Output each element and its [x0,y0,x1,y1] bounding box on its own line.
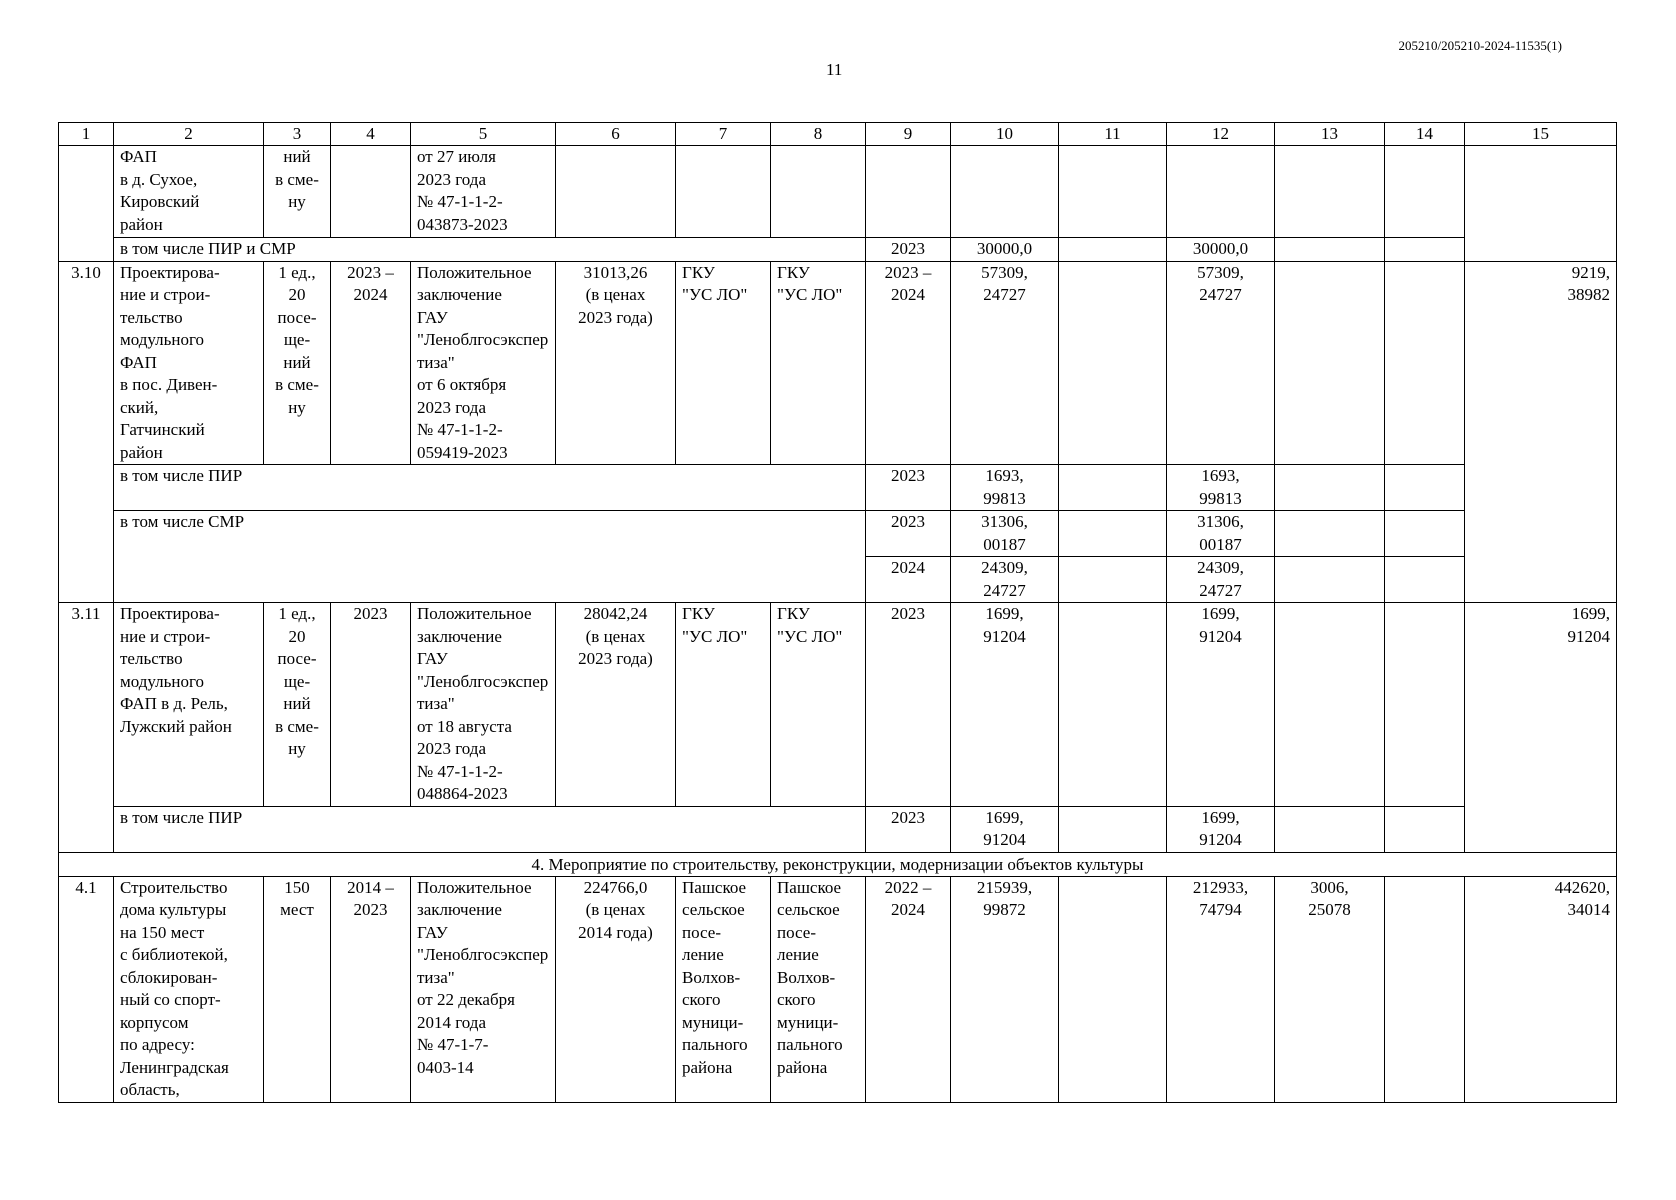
developer-cell: ГКУ "УС ЛО" [771,603,866,807]
object-name-cell: Проектирова- ние и строи- тельство модульного ФАП в пос. Дивен- ский, Гатчинский район [114,261,264,465]
regional-cell: 1699, 91204 [1167,603,1275,807]
column-number: 11 [1059,123,1167,146]
conclusion-cell: Положительное заключение ГАУ "Леноблгосэкспертиза" от 22 декабря 2014 года № 47-1-7- 0403-14 [411,876,556,1102]
table-row [59,146,1617,238]
years-cell: 2022 – 2024 [866,876,951,1102]
developer-cell: Пашское сельское посе- ление Волхов- ского муници- пального района [771,876,866,1102]
years-cell [866,146,951,238]
years-cell: 2023 [866,603,951,807]
regional-cell: 57309, 24727 [1167,261,1275,465]
total-cell: 57309, 24727 [951,261,1059,465]
column-number: 15 [1465,123,1617,146]
period-cell: 2023 [331,603,411,807]
col15-cell: 442620, 34014 [1465,876,1617,1102]
total-cell [951,146,1059,238]
capacity-cell: 150 мест [264,876,331,1102]
table-row [59,876,1617,1102]
other-cell [1385,146,1465,238]
conclusion-cell: от 27 июля 2023 года № 47-1-1-2- 043873-2023 [411,146,556,238]
year-cell: 2023 [866,511,951,557]
column-number-row [59,123,1617,146]
column-number: 1 [59,123,114,146]
other-cell [1385,511,1465,557]
total-cell: 30000,0 [951,238,1059,262]
total-cell: 1693, 99813 [951,465,1059,511]
federal-cell [1059,603,1167,807]
customer-cell [676,146,771,238]
column-number: 14 [1385,123,1465,146]
column-number: 4 [331,123,411,146]
table-row [59,261,1617,465]
cost-cell: 28042,24 (в ценах 2023 года) [556,603,676,807]
other-cell [1385,876,1465,1102]
conclusion-cell: Положительное заключение ГАУ "Леноблгосэкспертиза" от 18 августа 2023 года № 47-1-1-2- 048864-2023 [411,603,556,807]
object-name-cell: Строительство дома культуры на 150 мест с библиотекой, сблокирован- ный со спорт- корпусом по адресу: Ленинградская область, [114,876,264,1102]
customer-cell: ГКУ "УС ЛО" [676,603,771,807]
col15-cell: 9219, 38982 [1465,261,1617,603]
subtotal-row [59,238,1617,262]
row-number: 3.10 [59,261,114,603]
period-cell: 2014 – 2023 [331,876,411,1102]
other-cell [1385,465,1465,511]
col15-cell [1465,146,1617,262]
column-number: 9 [866,123,951,146]
page-number: 11 [826,60,843,79]
table-row [59,603,1617,807]
document-id: 205210/205210-2024-11535(1) [1398,38,1562,53]
local-cell [1275,557,1385,603]
federal-cell [1059,511,1167,557]
cost-cell: 224766,0 (в ценах 2014 года) [556,876,676,1102]
local-cell: 3006, 25078 [1275,876,1385,1102]
years-cell: 2023 – 2024 [866,261,951,465]
row-number: 4.1 [59,876,114,1102]
regional-cell: 212933, 74794 [1167,876,1275,1102]
year-cell: 2023 [866,465,951,511]
column-number: 12 [1167,123,1275,146]
federal-cell [1059,806,1167,852]
cost-cell [556,146,676,238]
federal-cell [1059,465,1167,511]
subtotal-row [59,465,1617,511]
local-cell [1275,465,1385,511]
federal-cell [1059,261,1167,465]
column-number: 6 [556,123,676,146]
other-cell [1385,806,1465,852]
local-cell [1275,238,1385,262]
subtotal-label: в том числе ПИР [114,465,866,511]
total-cell: 1699, 91204 [951,806,1059,852]
local-cell [1275,806,1385,852]
period-cell [331,146,411,238]
local-cell [1275,603,1385,807]
row-number: 3.11 [59,603,114,853]
total-cell: 24309, 24727 [951,557,1059,603]
year-cell: 2024 [866,557,951,603]
subtotal-row [59,511,1617,557]
section-title: 4. Мероприятие по строительству, реконструкции, модернизации объектов культуры [59,852,1617,876]
developer-cell [771,146,866,238]
conclusion-cell: Положительное заключение ГАУ "Леноблгосэкспертиза" от 6 октября 2023 года № 47-1-1-2- 059419-2023 [411,261,556,465]
investment-program-table [58,122,1617,1103]
column-number: 7 [676,123,771,146]
local-cell [1275,511,1385,557]
regional-cell: 1693, 99813 [1167,465,1275,511]
column-number: 10 [951,123,1059,146]
cost-cell: 31013,26 (в ценах 2023 года) [556,261,676,465]
subtotal-label: в том числе СМР [114,511,866,603]
column-number: 2 [114,123,264,146]
regional-cell [1167,146,1275,238]
regional-cell: 24309, 24727 [1167,557,1275,603]
developer-cell: ГКУ "УС ЛО" [771,261,866,465]
regional-cell: 1699, 91204 [1167,806,1275,852]
regional-cell: 30000,0 [1167,238,1275,262]
object-name-cell: Проектирова- ние и строи- тельство модульного ФАП в д. Рель, Лужский район [114,603,264,807]
total-cell: 31306, 00187 [951,511,1059,557]
other-cell [1385,238,1465,262]
federal-cell [1059,146,1167,238]
other-cell [1385,603,1465,807]
subtotal-row [59,806,1617,852]
capacity-cell: 1 ед., 20 посе- ще- ний в сме- ну [264,261,331,465]
period-cell: 2023 – 2024 [331,261,411,465]
object-name-cell: ФАП в д. Сухое, Кировский район [114,146,264,238]
other-cell [1385,261,1465,465]
customer-cell: ГКУ "УС ЛО" [676,261,771,465]
federal-cell [1059,876,1167,1102]
capacity-cell: 1 ед., 20 посе- ще- ний в сме- ну [264,603,331,807]
local-cell [1275,261,1385,465]
column-number: 8 [771,123,866,146]
year-cell: 2023 [866,238,951,262]
section-row [59,852,1617,876]
customer-cell: Пашское сельское посе- ление Волхов- ского муници- пального района [676,876,771,1102]
other-cell [1385,557,1465,603]
col15-cell: 1699, 91204 [1465,603,1617,853]
subtotal-label: в том числе ПИР [114,806,866,852]
local-cell [1275,146,1385,238]
subtotal-label: в том числе ПИР и СМР [114,238,866,262]
column-number: 3 [264,123,331,146]
year-cell: 2023 [866,806,951,852]
empty-cell [59,146,114,262]
column-number: 5 [411,123,556,146]
column-number: 13 [1275,123,1385,146]
federal-cell [1059,557,1167,603]
total-cell: 215939, 99872 [951,876,1059,1102]
capacity-cell: ний в сме- ну [264,146,331,238]
federal-cell [1059,238,1167,262]
total-cell: 1699, 91204 [951,603,1059,807]
regional-cell: 31306, 00187 [1167,511,1275,557]
